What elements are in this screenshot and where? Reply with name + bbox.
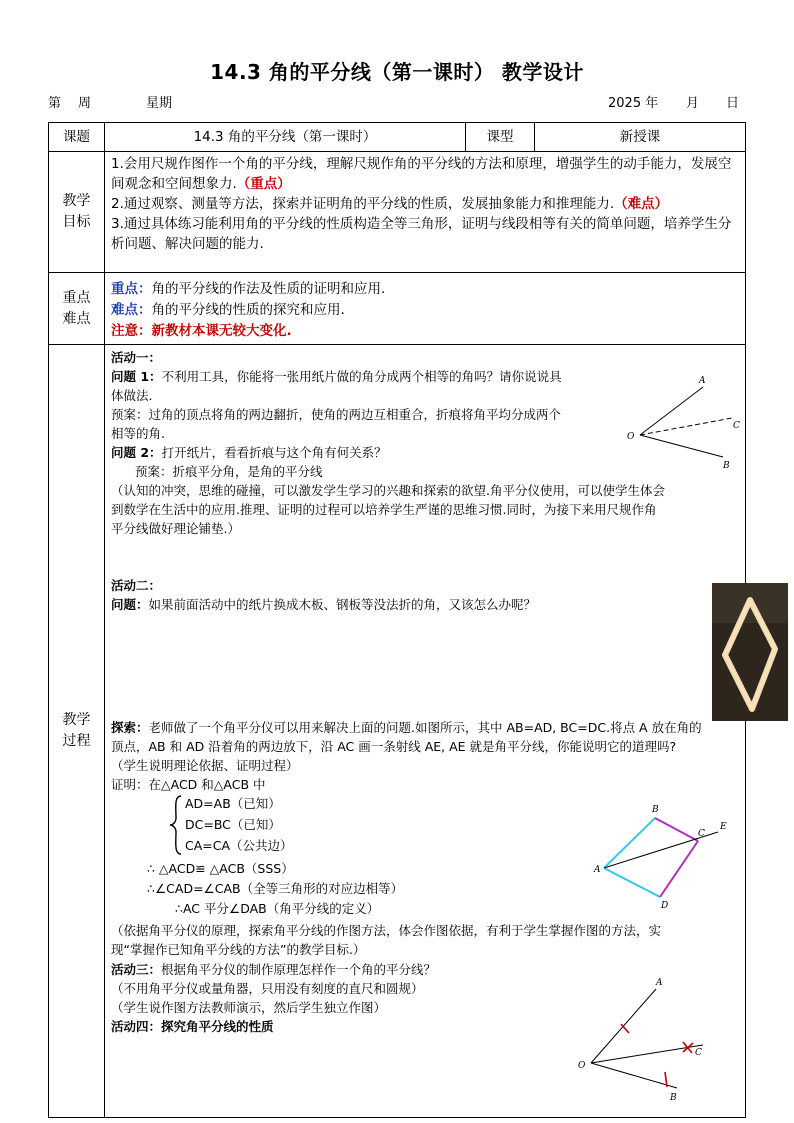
fig3-label-o: O [578, 1061, 586, 1071]
lesson-plan-table [48, 122, 746, 1118]
difficulty: 角的平分线的性质的探究和应用. [151, 302, 345, 318]
proof-step-3: ∴AC 平分∠DAB（角平分线的定义） [175, 901, 380, 916]
activity-1-title: 活动一： [111, 350, 162, 365]
kite-figure [590, 803, 740, 923]
goals-label: 教学 目标 [49, 152, 105, 273]
activity-4-title: 活动四：探究角平分线的性质 [111, 1019, 274, 1034]
activity-1-note-l3: 平分线做好理论铺垫.） [111, 521, 240, 536]
fig3-label-c: C [695, 1048, 702, 1058]
meta-xingqi: 星期 [146, 96, 173, 111]
activity-2-question-tag: 问题： [111, 597, 149, 612]
goal-1-tag: （重点） [236, 176, 291, 192]
activity-2-title: 活动二： [111, 578, 162, 593]
fig1-label-b: B [723, 461, 730, 471]
meta-day: 日 [726, 96, 740, 111]
angle-bisector-tool-photo [712, 583, 788, 721]
question-1-cont: 体做法. [111, 388, 153, 403]
activity-3-l3: （学生说作图方法教师演示，然后学生独立作图） [111, 1000, 387, 1015]
keypoints-row [49, 273, 746, 345]
header-row [49, 123, 746, 152]
explore-text: 老师做了一个角平分仪可以用来解决上面的问题.如图所示，其中 AB=AD, BC=DC.将点 A 放在角的 [148, 720, 702, 735]
goals-row [49, 152, 746, 273]
fig2-label-d: D [661, 901, 669, 911]
goals-content [105, 152, 746, 273]
activity-3-tag: 活动三： [111, 962, 162, 977]
activity-2-note-l1: （依据角平分仪的原理，探索角平分线的作图方法，体会作图依据，有利于学生掌握作图的方法，实 [111, 923, 662, 938]
meta-di: 第 [48, 96, 62, 111]
meta-zhou: 周 [78, 96, 92, 111]
question-2: 打开纸片，看看折痕与这个角有何关系？ [161, 445, 387, 460]
activity-2-note-l2: 现“掌握作已知角平分线的方法”的教学目标.） [111, 942, 366, 957]
fig1-label-a: A [699, 376, 706, 386]
difficulty-tag: 难点： [111, 302, 152, 318]
explore-text-cont: 顶点，AB 和 AD 沿着角的两边放下，沿 AC 画一条射线 AE, AE 就是角平分线，你能说明它的道理吗? [111, 739, 677, 754]
question-1: 不利用工具，你能将一张用纸片做的角分成两个相等的角吗？请你说说具 [161, 369, 562, 384]
proof-step-2: ∴∠CAD=∠CAB（全等三角形的对应边相等） [147, 881, 404, 896]
activity-1-note-l2: 到数学在生活中的应用.推理、证明的过程可以培养学生严谨的思维习惯.同时，为接下来用尺规作角 [111, 502, 657, 517]
question-1-tag: 问题 1： [111, 369, 162, 384]
fig2-label-e: E [720, 822, 727, 832]
plan-1-cont: 相等的角. [111, 426, 165, 441]
fig3-label-b: B [670, 1093, 677, 1103]
goal-3: 3.通过具体练习能利用角的平分线的性质构造全等三角形，证明与线段相等有关的简单问题，培养学生分析问题、解决问题的能力. [111, 216, 732, 252]
proof-condition-1: AD=AB（已知） [185, 796, 281, 811]
proof-brace [169, 794, 183, 856]
fig2-label-b: B [652, 805, 659, 815]
fig1-label-c: C [733, 421, 740, 431]
proof-condition-3: CA=CA（公共边） [185, 838, 293, 853]
angle-fold-figure [620, 365, 740, 475]
activity-3: 根据角平分仪的制作原理怎样作一个角的平分线？ [161, 962, 437, 977]
process-label: 教学 过程 [49, 345, 105, 1118]
process-content [105, 345, 746, 1118]
goal-1: 1.会用尺规作图作一个角的平分线，理解尺规作角的平分线的方法和原理，增强学生的动手能力，发展空间观念和空间想象力. [111, 156, 732, 192]
fig1-label-o: O [627, 432, 635, 442]
key-point-tag: 重点： [111, 281, 152, 297]
proof-condition-2: DC=BC（已知） [185, 817, 281, 832]
fig3-label-a: A [656, 978, 663, 988]
kexing-label: 课型 [466, 123, 535, 152]
construction-figure [570, 963, 730, 1105]
keti-label: 课题 [49, 123, 105, 152]
key-point: 角的平分线的作法及性质的证明和应用. [151, 281, 386, 297]
keypoints-content [105, 273, 746, 345]
note: 注意：新教材本课无较大变化. [111, 323, 292, 339]
keypoints-label: 重点 难点 [49, 273, 105, 345]
explore-note: （学生说明理论依据、证明过程） [111, 758, 299, 773]
question-2-tag: 问题 2： [111, 445, 162, 460]
activity-2-question: 如果前面活动中的纸片换成木板、钢板等没法折的角，又该怎么办呢？ [148, 597, 537, 612]
fig2-label-a: A [594, 865, 601, 875]
plan-2: 预案：折痕平分角，是角的平分线 [135, 464, 323, 479]
proof-intro: 证明：在△ACD 和△ACB 中 [111, 777, 266, 792]
activity-3-l2: （不用角平分仪或量角器，只用没有刻度的直尺和圆规） [111, 981, 424, 996]
explore-tag: 探索： [111, 720, 149, 735]
fig2-label-c: C [698, 829, 705, 839]
process-row [49, 345, 746, 1118]
goal-2-tag: （难点） [614, 196, 669, 212]
goal-2: 2.通过观察、测量等方法，探索并证明角的平分线的性质，发展抽象能力和推理能力. [111, 196, 615, 212]
meta-month: 月 [686, 96, 700, 111]
kexing-value: 新授课 [535, 123, 746, 152]
meta-year: 2025 年 [608, 96, 659, 111]
keti-value: 14.3 角的平分线（第一课时） [105, 123, 466, 152]
activity-1-note-l1: （认知的冲突，思维的碰撞，可以激发学生学习的兴趣和探索的欲望.角平分仪使用，可以使学生体会 [111, 483, 665, 498]
proof-step-1: ∴ △ACD≌ △ACB（SSS） [147, 861, 294, 876]
page-title: 14.3 角的平分线（第一课时） 教学设计 [210, 60, 584, 84]
plan-1: 预案：过角的顶点将角的两边翻折，使角的两边互相重合，折痕将角平均分成两个 [111, 407, 562, 422]
